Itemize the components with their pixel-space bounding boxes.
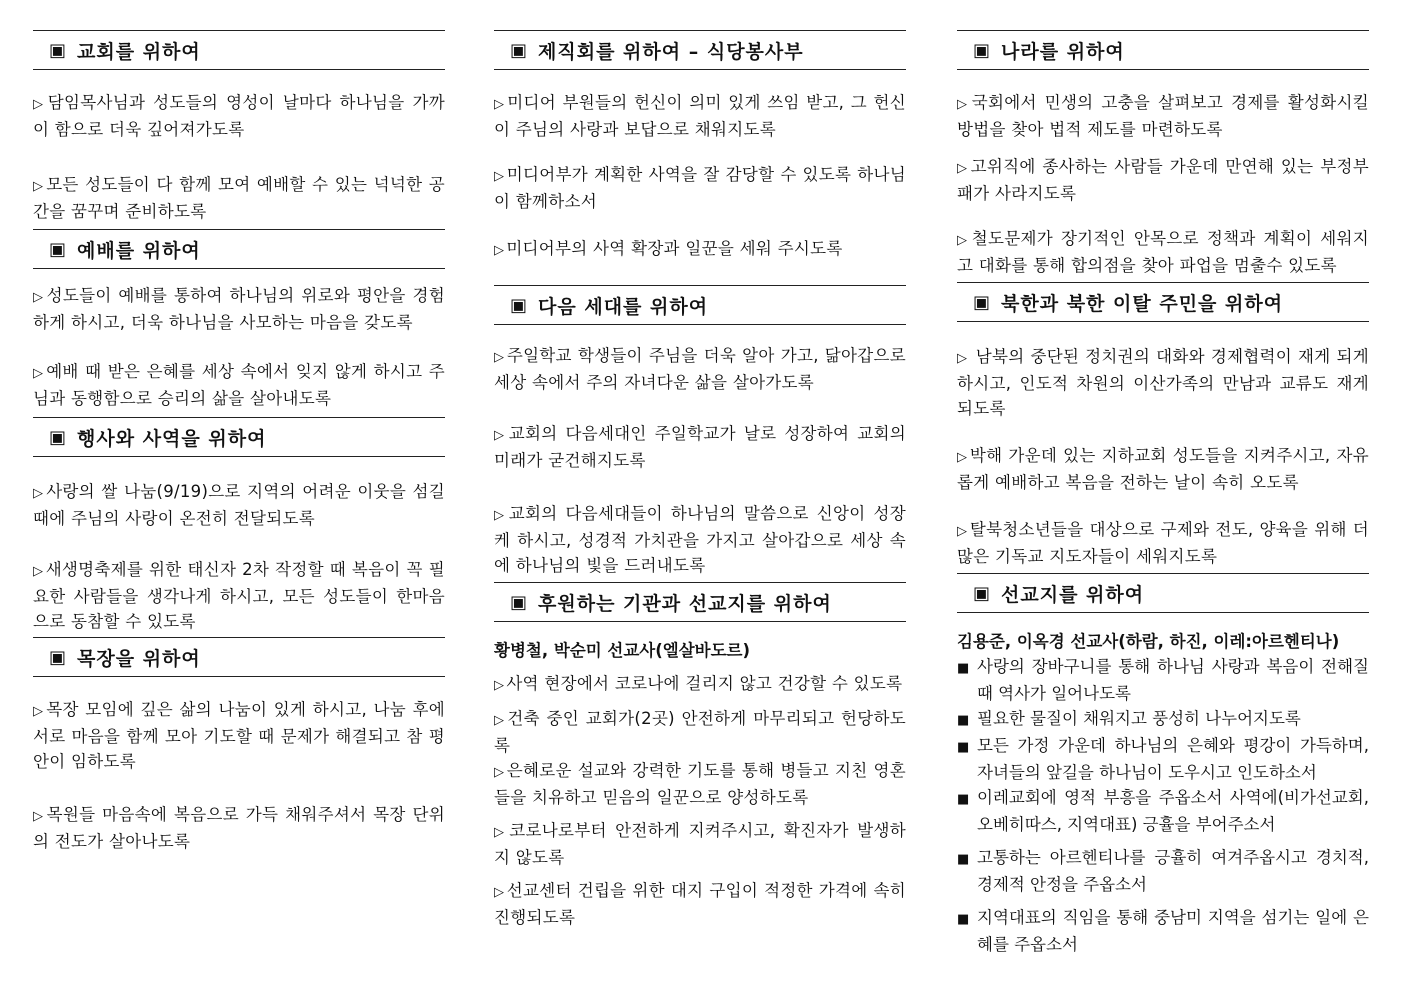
- prayer-item: [494, 90, 906, 142]
- prayer-item: [33, 557, 445, 634]
- prayer-text: 지역대표의 직임을 통해 중남미 지역을 섬기는 일에 은혜를 주옵소서: [977, 908, 1369, 954]
- triangle-icon: ▷: [494, 678, 505, 693]
- prayer-item: [494, 758, 906, 810]
- triangle-icon: ▷: [494, 825, 508, 840]
- triangle-icon: ▷: [33, 179, 45, 194]
- square-bullet-icon: ▣: [510, 39, 529, 61]
- prayer-item: [494, 343, 906, 395]
- prayer-item: [957, 443, 1369, 495]
- prayer-text: 남북의 중단된 정치권의 대화와 경제협력이 재게 되게 하시고, 인도적 차원의 이산가족의 만남과 교류도 재게 되도록: [957, 347, 1369, 418]
- heading-text: 다음 세대를 위하여: [538, 295, 709, 318]
- prayer-text: 미디어부의 사역 확장과 일꾼을 세워 주시도록: [506, 239, 843, 258]
- prayer-item: [494, 421, 906, 473]
- column-2: [494, 30, 906, 930]
- prayer-text: 사랑의 쌀 나눔(9/19)으로 지역의 어려운 이웃을 섬길 때에 주님의 사랑이 온전히 전달되도록: [33, 482, 445, 528]
- prayer-text: 예배 때 받은 은혜를 세상 속에서 잊지 않게 하시고 주님과 동행함으로 승리의 삶을 살아내도록: [33, 362, 445, 408]
- column-1: [33, 30, 445, 854]
- prayer-item: [494, 818, 906, 870]
- prayer-text: 미디어 부원들의 헌신이 의미 있게 쓰임 받고, 그 헌신이 주님의 사랑과 보답으로 채워지도록: [494, 93, 906, 139]
- triangle-icon: ▷: [494, 428, 507, 443]
- prayer-text: 교회의 다음세대인 주일학교가 날로 성장하여 교회의 미래가 굳건해지도록: [494, 424, 906, 470]
- prayer-text: 이레교회에 영적 부흥을 주옵소서 사역에(비가선교회, 오베히따스, 지역대표) 긍휼을 부어주소서: [977, 788, 1369, 834]
- column-3: [957, 30, 1369, 957]
- heading-text: 북한과 북한 이탈 주민을 위하여: [1001, 292, 1284, 315]
- prayer-text: 선교센터 건립을 위한 대지 구입이 적정한 가격에 속히 진행되도록: [494, 881, 906, 927]
- prayer-item: [494, 878, 906, 930]
- triangle-icon: ▷: [494, 713, 506, 728]
- prayer-text: 사랑의 장바구니를 통해 하나님 사랑과 복음이 전해질 때 역사가 일어나도록: [977, 657, 1369, 703]
- square-bullet-icon: ▣: [973, 582, 992, 604]
- prayer-text: 목원들 마음속에 복음으로 가득 채워주셔서 목장 단위의 전도가 살아나도록: [33, 805, 445, 851]
- section-heading: [957, 573, 1369, 613]
- bullet-item: [957, 845, 1369, 897]
- prayer-item: [494, 671, 906, 698]
- prayer-text: 고통하는 아르헨티나를 긍휼히 여겨주옵시고 경치적, 경제적 안정을 주옵소서: [977, 848, 1369, 894]
- section-heading: [957, 30, 1369, 70]
- triangle-icon: ▷: [494, 169, 505, 184]
- prayer-item: [494, 706, 906, 758]
- section-heading: [33, 30, 445, 70]
- prayer-item: [33, 172, 445, 224]
- triangle-icon: ▷: [494, 885, 505, 900]
- triangle-icon: ▷: [494, 243, 505, 258]
- prayer-text: 성도들이 예배를 통하여 하나님의 위로와 평안을 경험하게 하시고, 더욱 하나님을 사모하는 마음을 갖도록: [33, 286, 445, 332]
- prayer-text: 고위직에 종사하는 사람들 가운데 만연해 있는 부정부패가 사라지도록: [957, 157, 1369, 203]
- square-bullet-icon: ▣: [973, 291, 992, 313]
- prayer-text: 교회의 다음세대들이 하나님의 말씀으로 신앙이 성장케 하시고, 성경적 가치관을 가지고 살아갑으로 세상 속에 하나님의 빛을 드러내도록: [494, 504, 906, 575]
- bullet-item: [957, 785, 1369, 837]
- triangle-icon: ▷: [494, 350, 505, 365]
- square-bullet-icon: ▣: [510, 591, 529, 613]
- bullet-item: [957, 733, 1369, 785]
- bullet-item: [957, 905, 1369, 957]
- triangle-icon: ▷: [33, 290, 45, 305]
- bullet-item: [957, 654, 1369, 706]
- square-bullet-icon: ■: [957, 661, 970, 676]
- missionary-name: 황병철, 박순미 선교사(엘살바도르): [494, 641, 750, 660]
- square-bullet-icon: ■: [957, 740, 970, 755]
- square-bullet-icon: ■: [957, 792, 970, 807]
- prayer-text: 국회에서 민생의 고충을 살펴보고 경제를 활성화시킬 방법을 찾아 법적 제도를 마련하도록: [957, 93, 1369, 139]
- triangle-icon: ▷: [494, 97, 506, 112]
- section-heading: [494, 285, 906, 325]
- triangle-icon: ▷: [494, 508, 507, 523]
- square-bullet-icon: ▣: [49, 238, 68, 260]
- prayer-item: [33, 359, 445, 411]
- prayer-item: [33, 283, 445, 335]
- prayer-text: 건축 중인 교회가(2곳) 안전하게 마무리되고 헌당하도록: [494, 709, 906, 755]
- prayer-item: [957, 154, 1369, 206]
- prayer-text: 새생명축제를 위한 태신자 2차 작정할 때 복음이 꼭 필요한 사람들을 생각나게 하시고, 모든 성도들이 한마음으로 동참할 수 있도록: [33, 560, 445, 631]
- prayer-item: [33, 479, 445, 531]
- triangle-icon: ▷: [33, 809, 45, 824]
- heading-text: 교회를 위하여: [77, 40, 201, 63]
- prayer-text: 목장 모임에 깊은 삶의 나눔이 있게 하시고, 나눔 후에 서로 마음을 함께 모아 기도할 때 문제가 해결되고 참 평안이 임하도록: [33, 700, 445, 771]
- square-bullet-icon: ▣: [49, 39, 68, 61]
- section-heading: [33, 417, 445, 457]
- triangle-icon: ▷: [33, 486, 45, 501]
- prayer-item: [957, 90, 1369, 142]
- prayer-text: 코로나로부터 안전하게 지켜주시고, 확진자가 발생하지 않도록: [494, 821, 906, 867]
- square-bullet-icon: ▣: [510, 294, 529, 316]
- prayer-text: 탈북청소년들을 대상으로 구제와 전도, 양육을 위해 더 많은 기독교 지도자들이 세워지도록: [957, 520, 1369, 566]
- bullet-item: [957, 706, 1369, 733]
- triangle-icon: ▷: [957, 450, 968, 465]
- triangle-icon: ▷: [33, 97, 46, 112]
- prayer-item: [494, 501, 906, 578]
- triangle-icon: ▷: [957, 161, 969, 176]
- triangle-icon: ▷: [33, 704, 45, 719]
- prayer-text: 철도문제가 장기적인 안목으로 정책과 계획이 세워지고 대화를 통해 합의점을 찾아 파업을 멈출수 있도록: [957, 229, 1369, 275]
- prayer-text: 모든 가정 가운데 하나님의 은혜와 평강이 가득하며, 자녀들의 앞길을 하나님이 도우시고 인도하소서: [977, 736, 1369, 782]
- triangle-icon: ▷: [957, 233, 970, 248]
- triangle-icon: ▷: [33, 366, 45, 381]
- section-heading: [957, 282, 1369, 322]
- triangle-icon: ▷: [33, 564, 44, 579]
- triangle-icon: ▷: [494, 765, 505, 780]
- heading-text: 예배를 위하여: [77, 239, 201, 262]
- prayer-text: 사역 현장에서 코로나에 걸리지 않고 건강할 수 있도록: [506, 674, 903, 693]
- prayer-item: [33, 802, 445, 854]
- heading-text: 선교지를 위하여: [1001, 583, 1145, 606]
- square-bullet-icon: ■: [957, 912, 970, 927]
- prayer-text: 미디어부가 계획한 사역을 잘 감당할 수 있도록 하나님이 함께하소서: [494, 165, 906, 211]
- section-heading: [494, 30, 906, 70]
- prayer-item: [957, 517, 1369, 569]
- triangle-icon: ▷: [957, 97, 970, 112]
- prayer-text: 은혜로운 설교와 강력한 기도를 통해 병들고 지친 영혼들을 치유하고 믿음의 일꾼으로 양성하도록: [494, 761, 906, 807]
- prayer-item: [33, 697, 445, 774]
- prayer-item: [494, 236, 906, 263]
- triangle-icon: ▷: [957, 351, 968, 366]
- prayer-text: 박해 가운데 있는 지하교회 성도들을 지켜주시고, 자유롭게 예배하고 복음을 전하는 날이 속히 오도록: [957, 446, 1369, 492]
- section-heading: [33, 229, 445, 269]
- heading-text: 후원하는 기관과 선교지를 위하여: [538, 592, 832, 615]
- square-bullet-icon: ▣: [49, 426, 68, 448]
- triangle-icon: ▷: [957, 524, 968, 539]
- prayer-text: 모든 성도들이 다 함께 모여 예배할 수 있는 넉넉한 공간을 꿈꾸며 준비하도록: [33, 175, 445, 221]
- square-bullet-icon: ■: [957, 852, 970, 867]
- heading-text: 목장을 위하여: [77, 647, 201, 670]
- section-heading: [494, 582, 906, 622]
- prayer-item: [494, 162, 906, 214]
- square-bullet-icon: ▣: [49, 646, 68, 668]
- prayer-item: [957, 344, 1369, 421]
- section-heading: [33, 637, 445, 677]
- square-bullet-icon: ■: [957, 713, 970, 728]
- prayer-text: 담임목사님과 성도들의 영성이 날마다 하나님을 가까이 함으로 더욱 깊어져가도록: [33, 93, 445, 139]
- prayer-item: [957, 226, 1369, 278]
- heading-text: 나라를 위하여: [1001, 40, 1125, 63]
- heading-text: 행사와 사역을 위하여: [77, 427, 267, 450]
- prayer-text: 필요한 물질이 채워지고 풍성히 나누어지도록: [977, 709, 1301, 728]
- missionary-name: 김용준, 이옥경 선교사(하람, 하진, 이레:아르헨티나): [957, 632, 1340, 651]
- square-bullet-icon: ▣: [973, 39, 992, 61]
- heading-text: 제직회를 위하여 – 식당봉사부: [538, 40, 804, 63]
- prayer-item: [33, 90, 445, 142]
- prayer-text: 주일학교 학생들이 주님을 더욱 알아 가고, 닮아갑으로 세상 속에서 주의 자녀다운 삶을 살아가도록: [494, 346, 906, 392]
